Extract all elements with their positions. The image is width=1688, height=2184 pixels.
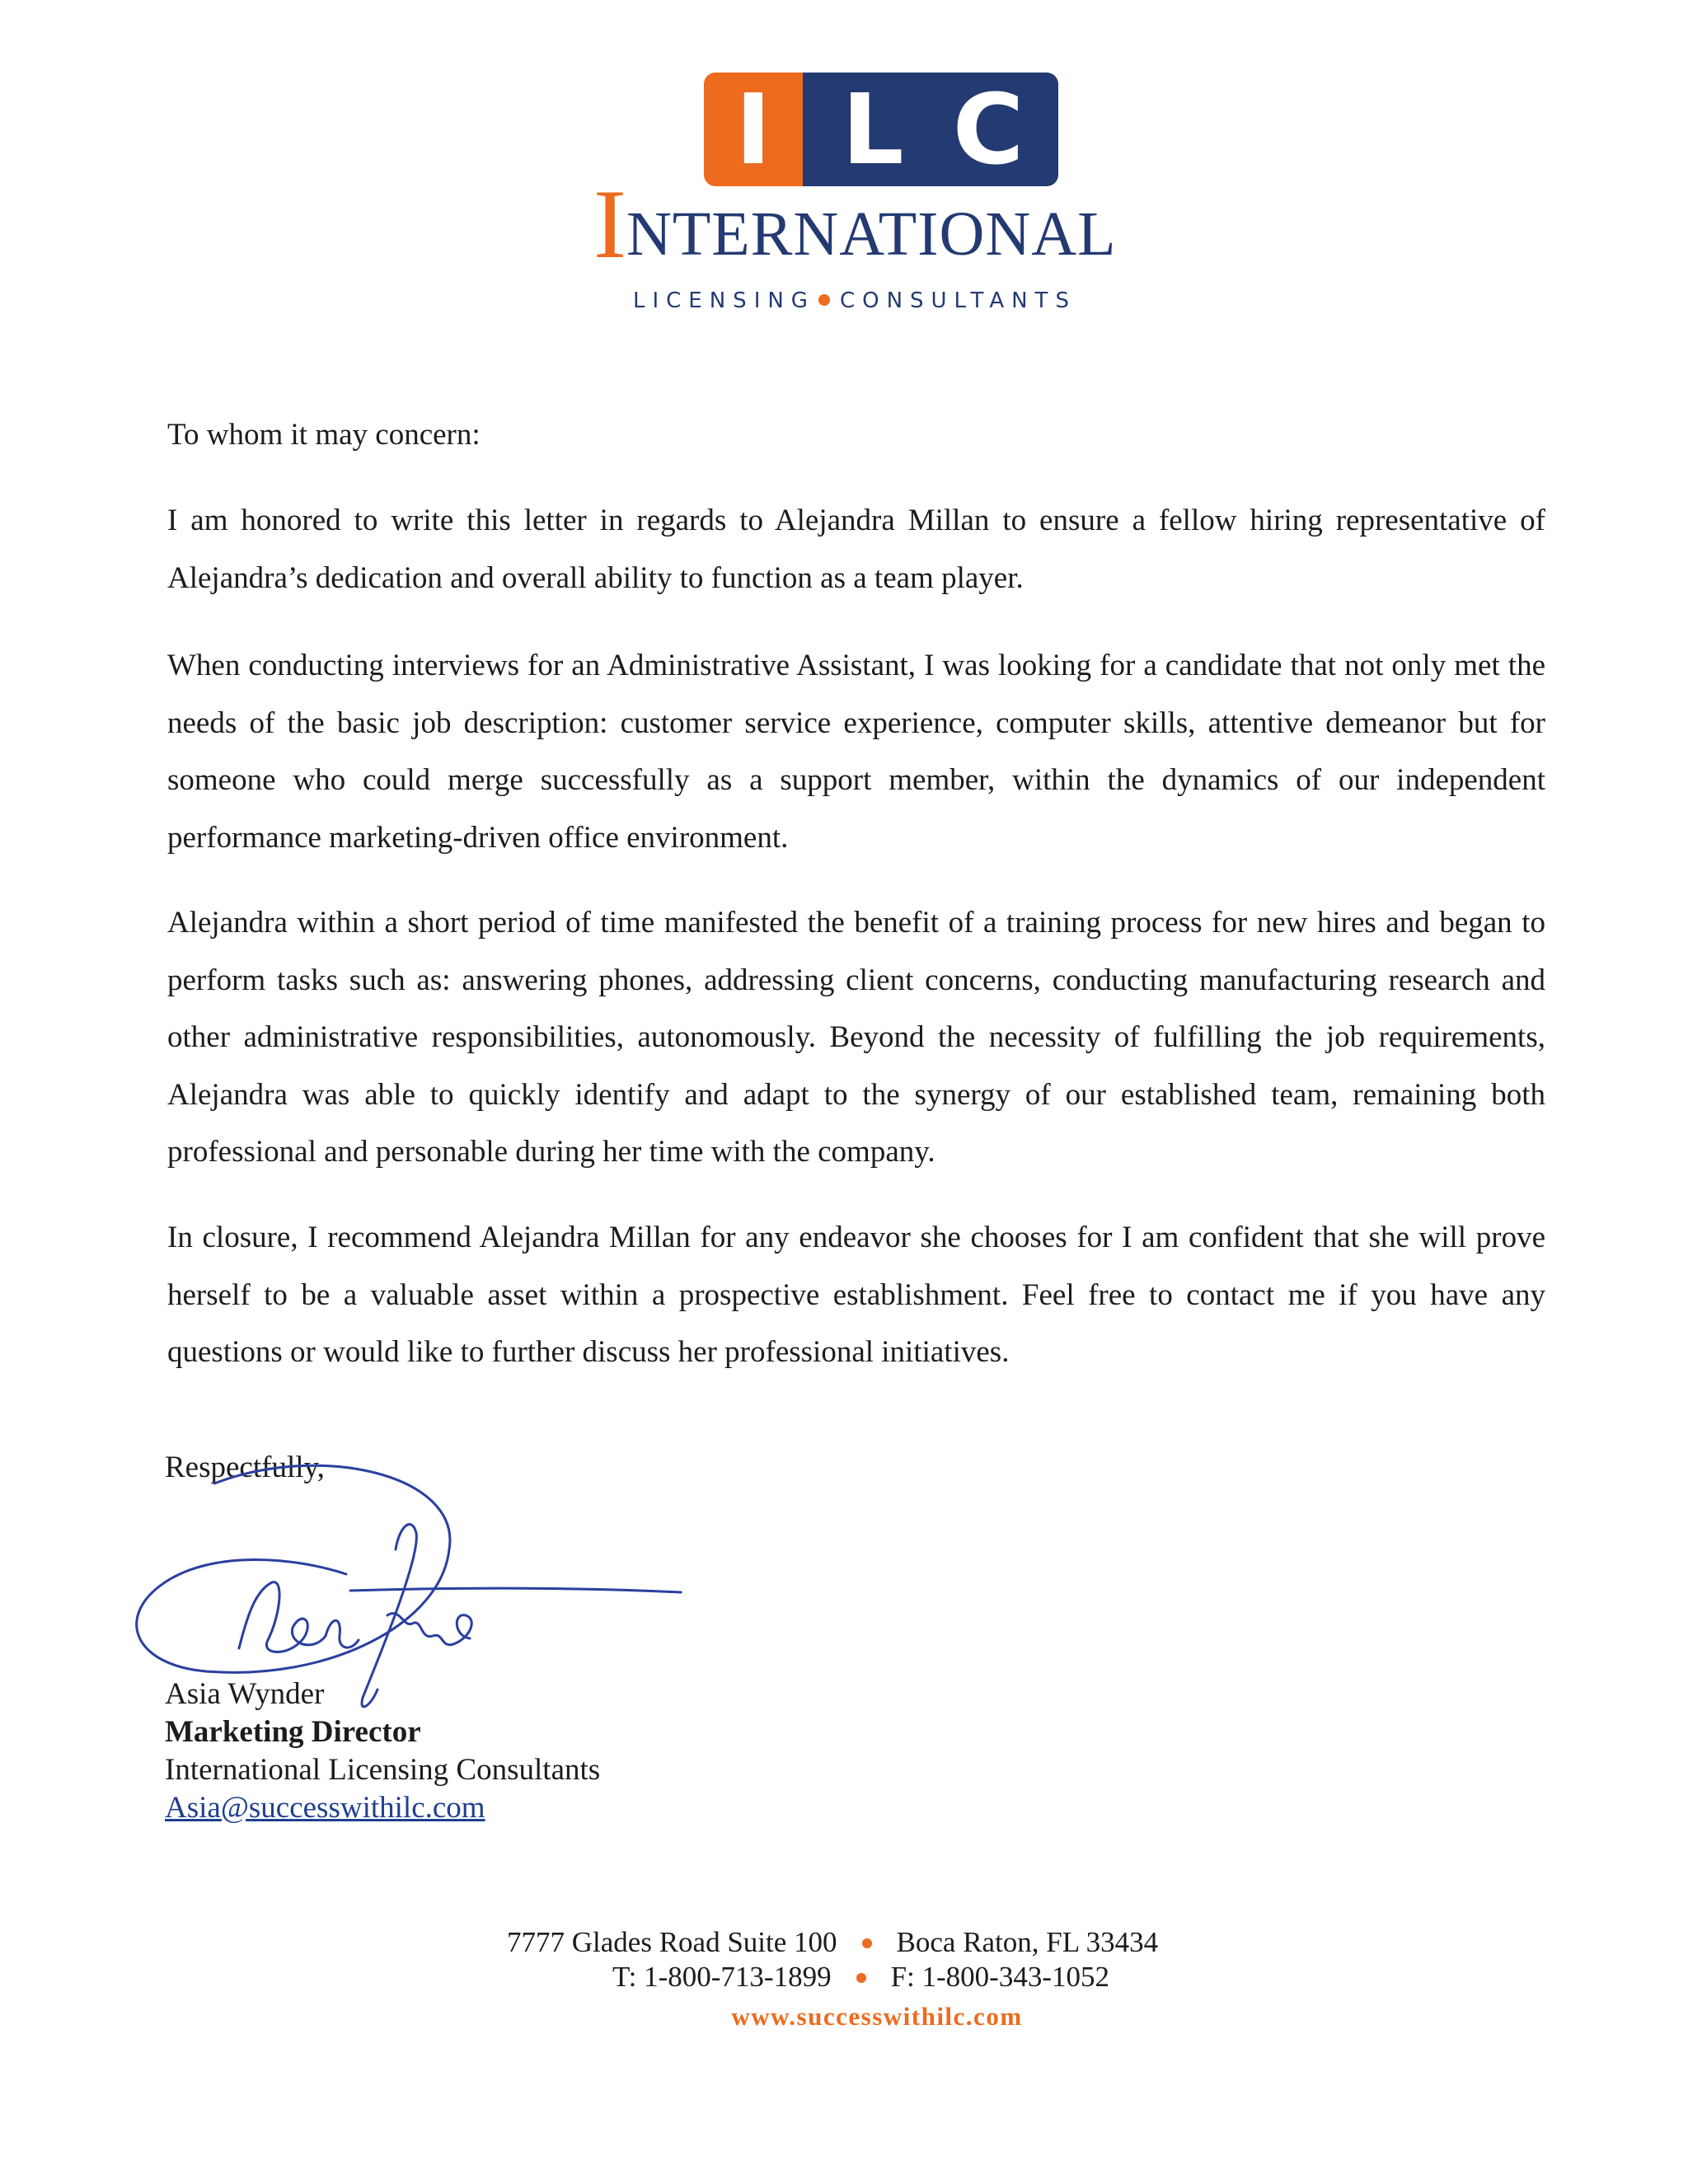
salutation: To whom it may concern: [167, 418, 481, 452]
signer-name: Asia Wynder [165, 1677, 325, 1711]
signature-block [165, 1675, 600, 1827]
logo-tagline [633, 286, 1177, 316]
closing: Respectfully, [165, 1451, 325, 1484]
footer-city: Boca Raton, FL 33434 [896, 1926, 1159, 1958]
logo-letter-i: I [735, 73, 771, 186]
footer-fax: F: 1-800-343-1052 [890, 1961, 1109, 1993]
footer-website-link[interactable]: www.successwithilc.com [731, 2002, 1023, 2031]
footer-dot-icon [862, 1938, 872, 1948]
footer-phone-line [612, 1959, 1109, 1995]
tagline-dot-icon [818, 294, 830, 306]
signer-company: International Licensing Consultants [165, 1753, 601, 1787]
logo-letter-l: L [842, 73, 904, 186]
footer-address-line [507, 1924, 1158, 1961]
paragraph-4: In closure, I recommend Alejandra Millan for any endeavor she chooses for I am confident that she will prove herself to be a valuable asset within a prospective establishment. Feel free to contact me if you have any questions or would like to further discuss her professional initiatives. [167, 1221, 1545, 1369]
company-logo [593, 68, 1187, 315]
tagline-licensing: LICENSING [633, 288, 815, 313]
paragraph-1: I am honored to write this letter in regards to Alejandra Millan to ensure a fellow hiring representative of Alejandra’s dedication and overall ability to function as a team player. [167, 504, 1545, 595]
signer-email-link[interactable]: Asia@successwithilc.com [165, 1791, 485, 1825]
paragraph-3: Alejandra within a short period of time manifested the benefit of a training process for new hires and began to perform tasks such as: answering phones, addressing client concerns, conducting manufacturing research and other administrative responsibilities, autonomously. Beyond the necessity of fulfilling the job requirements, Alejandra was able to quickly identify and adapt to the synergy of our established team, remaining both professional and personable during her time with the company. [167, 906, 1545, 1169]
footer-dot-icon [856, 1973, 866, 1983]
wordmark-rest: NTERNATIONAL [626, 199, 1117, 269]
logo-wordmark [593, 169, 1187, 279]
logo-letter-c: C [952, 73, 1025, 186]
logo-mark [704, 73, 1058, 186]
signer-title: Marketing Director [165, 1715, 421, 1749]
paragraph-2: When conducting interviews for an Administrative Assistant, I was looking for a candidate that not only met the needs of the basic job description: customer service experience, computer skills, attentive demeanor but for someone who could merge successfully as a support member, within the dynamics of our independent performance marketing-driven office environment. [167, 649, 1545, 855]
wordmark-initial: I [593, 169, 626, 279]
tagline-consultants: CONSULTANTS [839, 288, 1076, 313]
footer-street: 7777 Glades Road Suite 100 [507, 1926, 837, 1958]
footer-phone: T: 1-800-713-1899 [612, 1961, 832, 1993]
